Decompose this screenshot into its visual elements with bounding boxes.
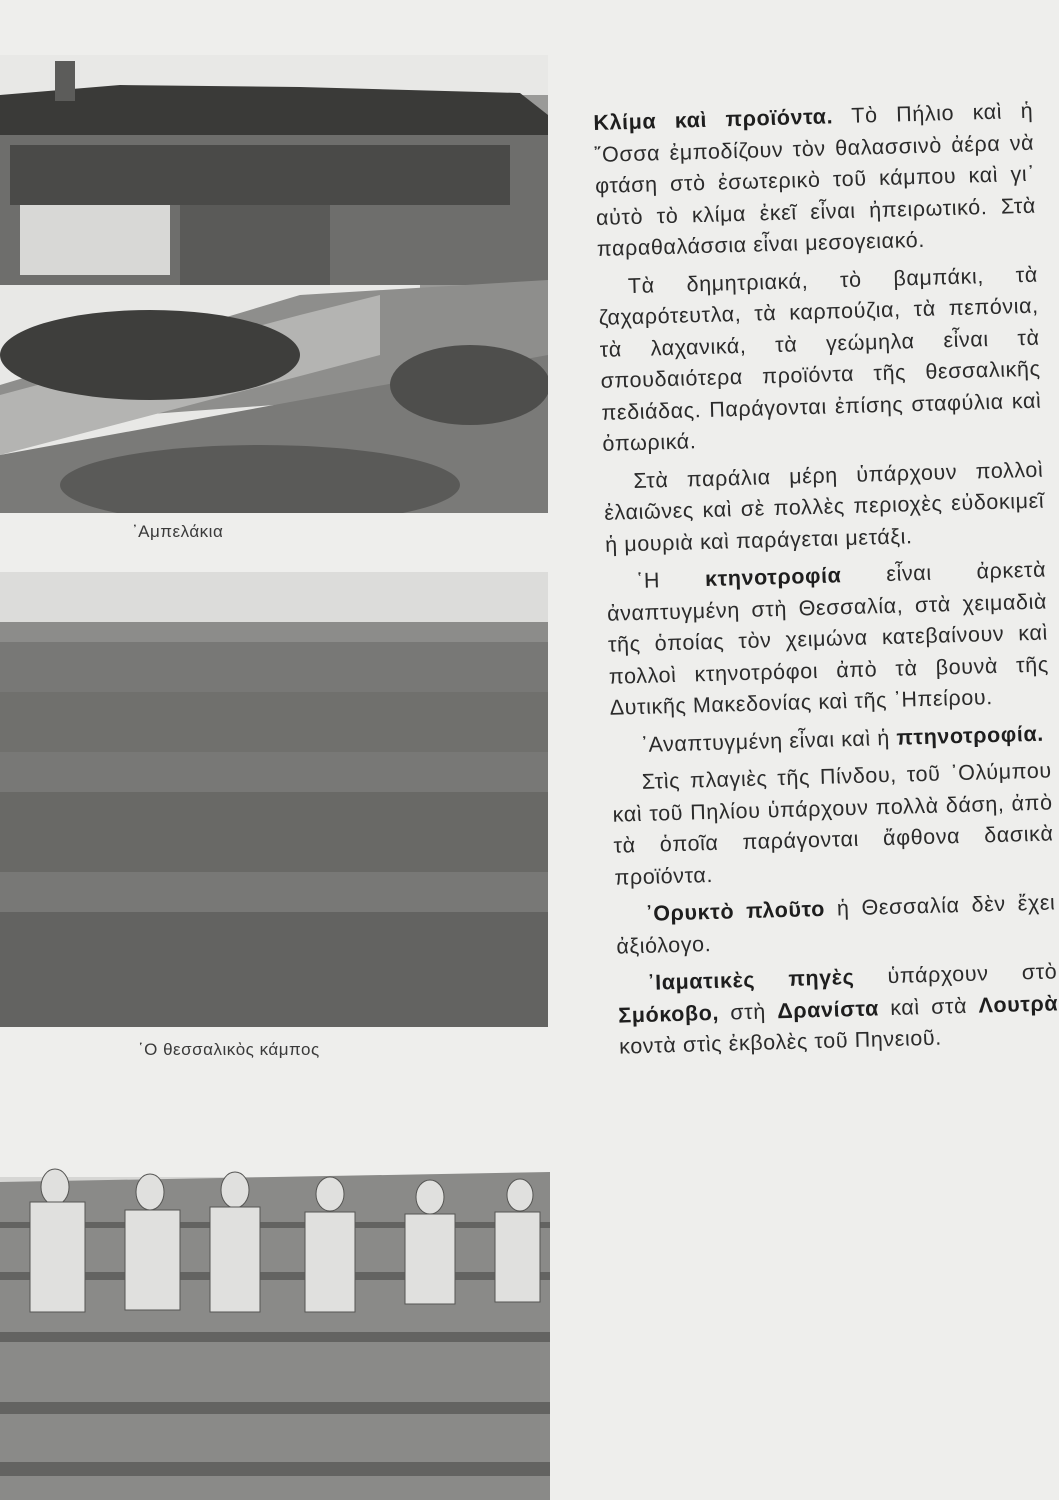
paragraph-forests: Στὶς πλαγιὲς τῆς Πίνδου, τοῦ ᾿Ολύμπου καὶ τοῦ Πηλίου ὑπάρχουν πολλὰ δάση, ἀπὸ τὰ ὁποῖα παράγονται ἄφθονα δασικὰ προϊόντα. (612, 758, 1054, 890)
term-minerals: ᾿Ορυκτὸ πλοῦτο (645, 896, 826, 926)
photo-ampelakia-mansion (0, 55, 548, 513)
heading-climate-products: Κλίμα καὶ προϊόντα. (593, 104, 834, 135)
term-livestock: κτηνοτροφία (704, 563, 842, 592)
caption-ampelakia: ᾿Αμπελάκια (132, 522, 224, 541)
place-dranista: Δρανίστα (776, 995, 880, 1023)
place-loutra: Λουτρὰ (978, 990, 1059, 1018)
photo-field-workers (0, 1162, 550, 1500)
paragraph-crops: Τὰ δημητριακά, τὸ βαμπάκι, τὰ ζαχαρότευτλα, τὰ καρπούζια, τὰ πεπόνια, τὰ λαχανικά, τὰ γεώμηλα εἶναι τὰ σπουδαιότερα προϊόντα τῆς θεσσαλικῆς πεδιάδας. Παράγονται ἐπίσης σταφύλια καὶ ὀπωρικά. (598, 262, 1042, 456)
caption-thessalian-plain: ῾Ο θεσσαλικὸς κάμπος (138, 1040, 320, 1059)
paragraph-livestock: ῾Η κτηνοτροφία εἶναι ἀρκετὰ ἀναπτυγμένη στὴ Θεσσαλία, στὰ χειμαδιὰ τῆς ὁποίας τὸν χειμώνα κατεβαίνουν καὶ πολλοὶ κτηνοτρόφοι ἀπὸ τὰ βουνὰ τῆς Δυτικῆς Μακεδονίας καὶ τῆς ᾿Ηπείρου. (606, 557, 1050, 720)
paragraph-poultry: ᾿Αναπτυγμένη εἶναι καὶ ἡ πτηνοτροφία. (640, 721, 1045, 757)
article-text (593, 96, 1059, 1069)
photo-thessalian-plain (0, 572, 548, 1027)
term-springs: ᾿Ιαματικὲς πηγὲς (647, 965, 855, 995)
term-poultry: πτηνοτροφία. (896, 721, 1045, 750)
paragraph-olives-silk: Στὰ παράλια μέρη ὑπάρχουν πολλοὶ ἐλαιῶνες καὶ σὲ πολλὲς περιοχὲς εὐδοκιμεῖ ἡ μουριὰ καὶ παράγεται μετάξι. (603, 457, 1045, 557)
paragraph-climate: Κλίμα καὶ προϊόντα. Τὸ Πήλιο καὶ ἡ ῎Οσσα ἐμποδίζουν τὸν θαλασσινὸ ἀέρα νὰ φτάση στὸ ἐσωτερικὸ τοῦ κάμπου καὶ γι᾿ αὐτὸ τὸ κλίμα ἐκεῖ εἶναι ἠπειρωτικό. Στὰ παραθαλάσσια εἶναι μεσογειακό. (593, 98, 1037, 261)
paragraph-minerals: ᾿Ορυκτὸ πλοῦτο ἡ Θεσσαλία δὲν ἔχει ἀξιόλογο. (616, 890, 1056, 959)
place-smokovo: Σμόκοβο, (618, 1000, 720, 1028)
paragraph-springs: ᾿Ιαματικὲς πηγὲς ὑπάρχουν στὸ Σμόκοβο, στὴ Δρανίστα καὶ στὰ Λουτρὰ κοντὰ στὶς ἐκβολὲς τοῦ Πηνειοῦ. (618, 959, 1059, 1059)
